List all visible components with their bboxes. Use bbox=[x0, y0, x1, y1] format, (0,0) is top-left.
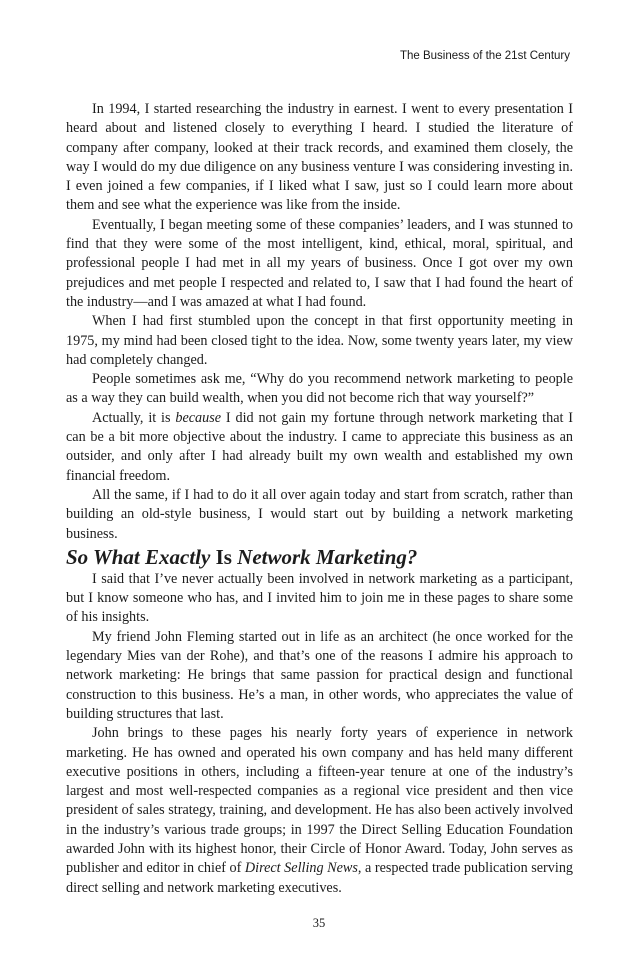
section-paragraph-1: I said that I’ve never actually been involved in network marketing as a participant, but I know someone who has, and I invited him to join me in these pages to share some of his insights. bbox=[66, 570, 573, 626]
section-paragraph-2: My friend John Fleming started out in life as an architect (he once worked for the legendary Mies van der Rohe), and that’s one of the reasons I admire his approach to network marketing: He brings that same passion for practical design and functional construction to this business. He’s a man, in other words, who appreciates the value of building structures that last. bbox=[66, 628, 573, 722]
section-heading-part-2: Is bbox=[215, 544, 232, 569]
paragraph-3: When I had first stumbled upon the concept in that first opportunity meeting in 1975, my mind had been closed tight to the idea. Now, some twenty years later, my view had completely changed. bbox=[66, 313, 573, 368]
paragraph-5-emphasis: because bbox=[175, 409, 222, 426]
section-paragraph-3-start: John brings to these pages his nearly forty years of experience in network marketing. He has owned and operated his own company and has held many different executive positions in others, including a fifteen-year tenure at one of the industry’s largest and most well-respected companies as a regional vice president and then vice president of sales strategy, training, and development. He has also been actively involved in the industry’s various trade groups; in 1997 the Direct Selling Education Foundation awarded John with its highest honor, their Circle of Honor Award. Today, John serves as publisher and editor in chief of bbox=[66, 725, 573, 877]
paragraph-5-start: Actually, it is bbox=[92, 409, 176, 426]
paragraph-4: People sometimes ask me, “Why do you recommend network marketing to people as a way they can build wealth, when you did not become rich that way yourself?” bbox=[66, 371, 573, 407]
paragraph-2: Eventually, I began meeting some of these companies’ leaders, and I was stunned to find that they were some of the most intelligent, kind, ethical, moral, spiritual, and professional people I had met in all my years of business. Once I got over my own prejudices and met people I respected and related to, I saw that I had found the heart of the industry—and I was amazed at what I had found. bbox=[66, 216, 573, 310]
paragraph-5-rest: I did not gain my fortune through network marketing that I can be a bit more objective about the industry. I came to appreciate this business as an outsider, and only after I had already built my own wealth and established my own financial freedom. bbox=[66, 409, 573, 484]
section-paragraph-3-emphasis: Direct Selling News bbox=[244, 860, 358, 877]
running-header-title: The Business of the 21st Century bbox=[399, 50, 570, 62]
section-paragraph-3 bbox=[66, 724, 573, 898]
section-heading bbox=[66, 544, 573, 570]
section-heading-part-3: Network Marketing? bbox=[231, 544, 418, 569]
paragraph-6: All the same, if I had to do it all over again today and start from scratch, rather than building an old-style business, I would start out by building a network marketing business. bbox=[66, 486, 573, 542]
section-heading-part-1: So What Exactly bbox=[66, 544, 216, 569]
paragraph-5 bbox=[66, 409, 573, 486]
page-number: 35 bbox=[312, 916, 326, 930]
page-body bbox=[66, 100, 573, 898]
paragraph-1: In 1994, I started researching the industry in earnest. I went to every presentation I heard about and listened closely to everything I heard. I studied the literature of company after company, looked at their track records, and examined them closely, the way I would do my due diligence on any business venture I was considering investing in. I even joined a few companies, if I liked what I saw, just so I could learn more about them and see what the experience was like from the inside. bbox=[66, 101, 573, 214]
section-paragraph-3-rest: , a respected trade publication serving direct selling and network marketing executives. bbox=[66, 860, 574, 896]
